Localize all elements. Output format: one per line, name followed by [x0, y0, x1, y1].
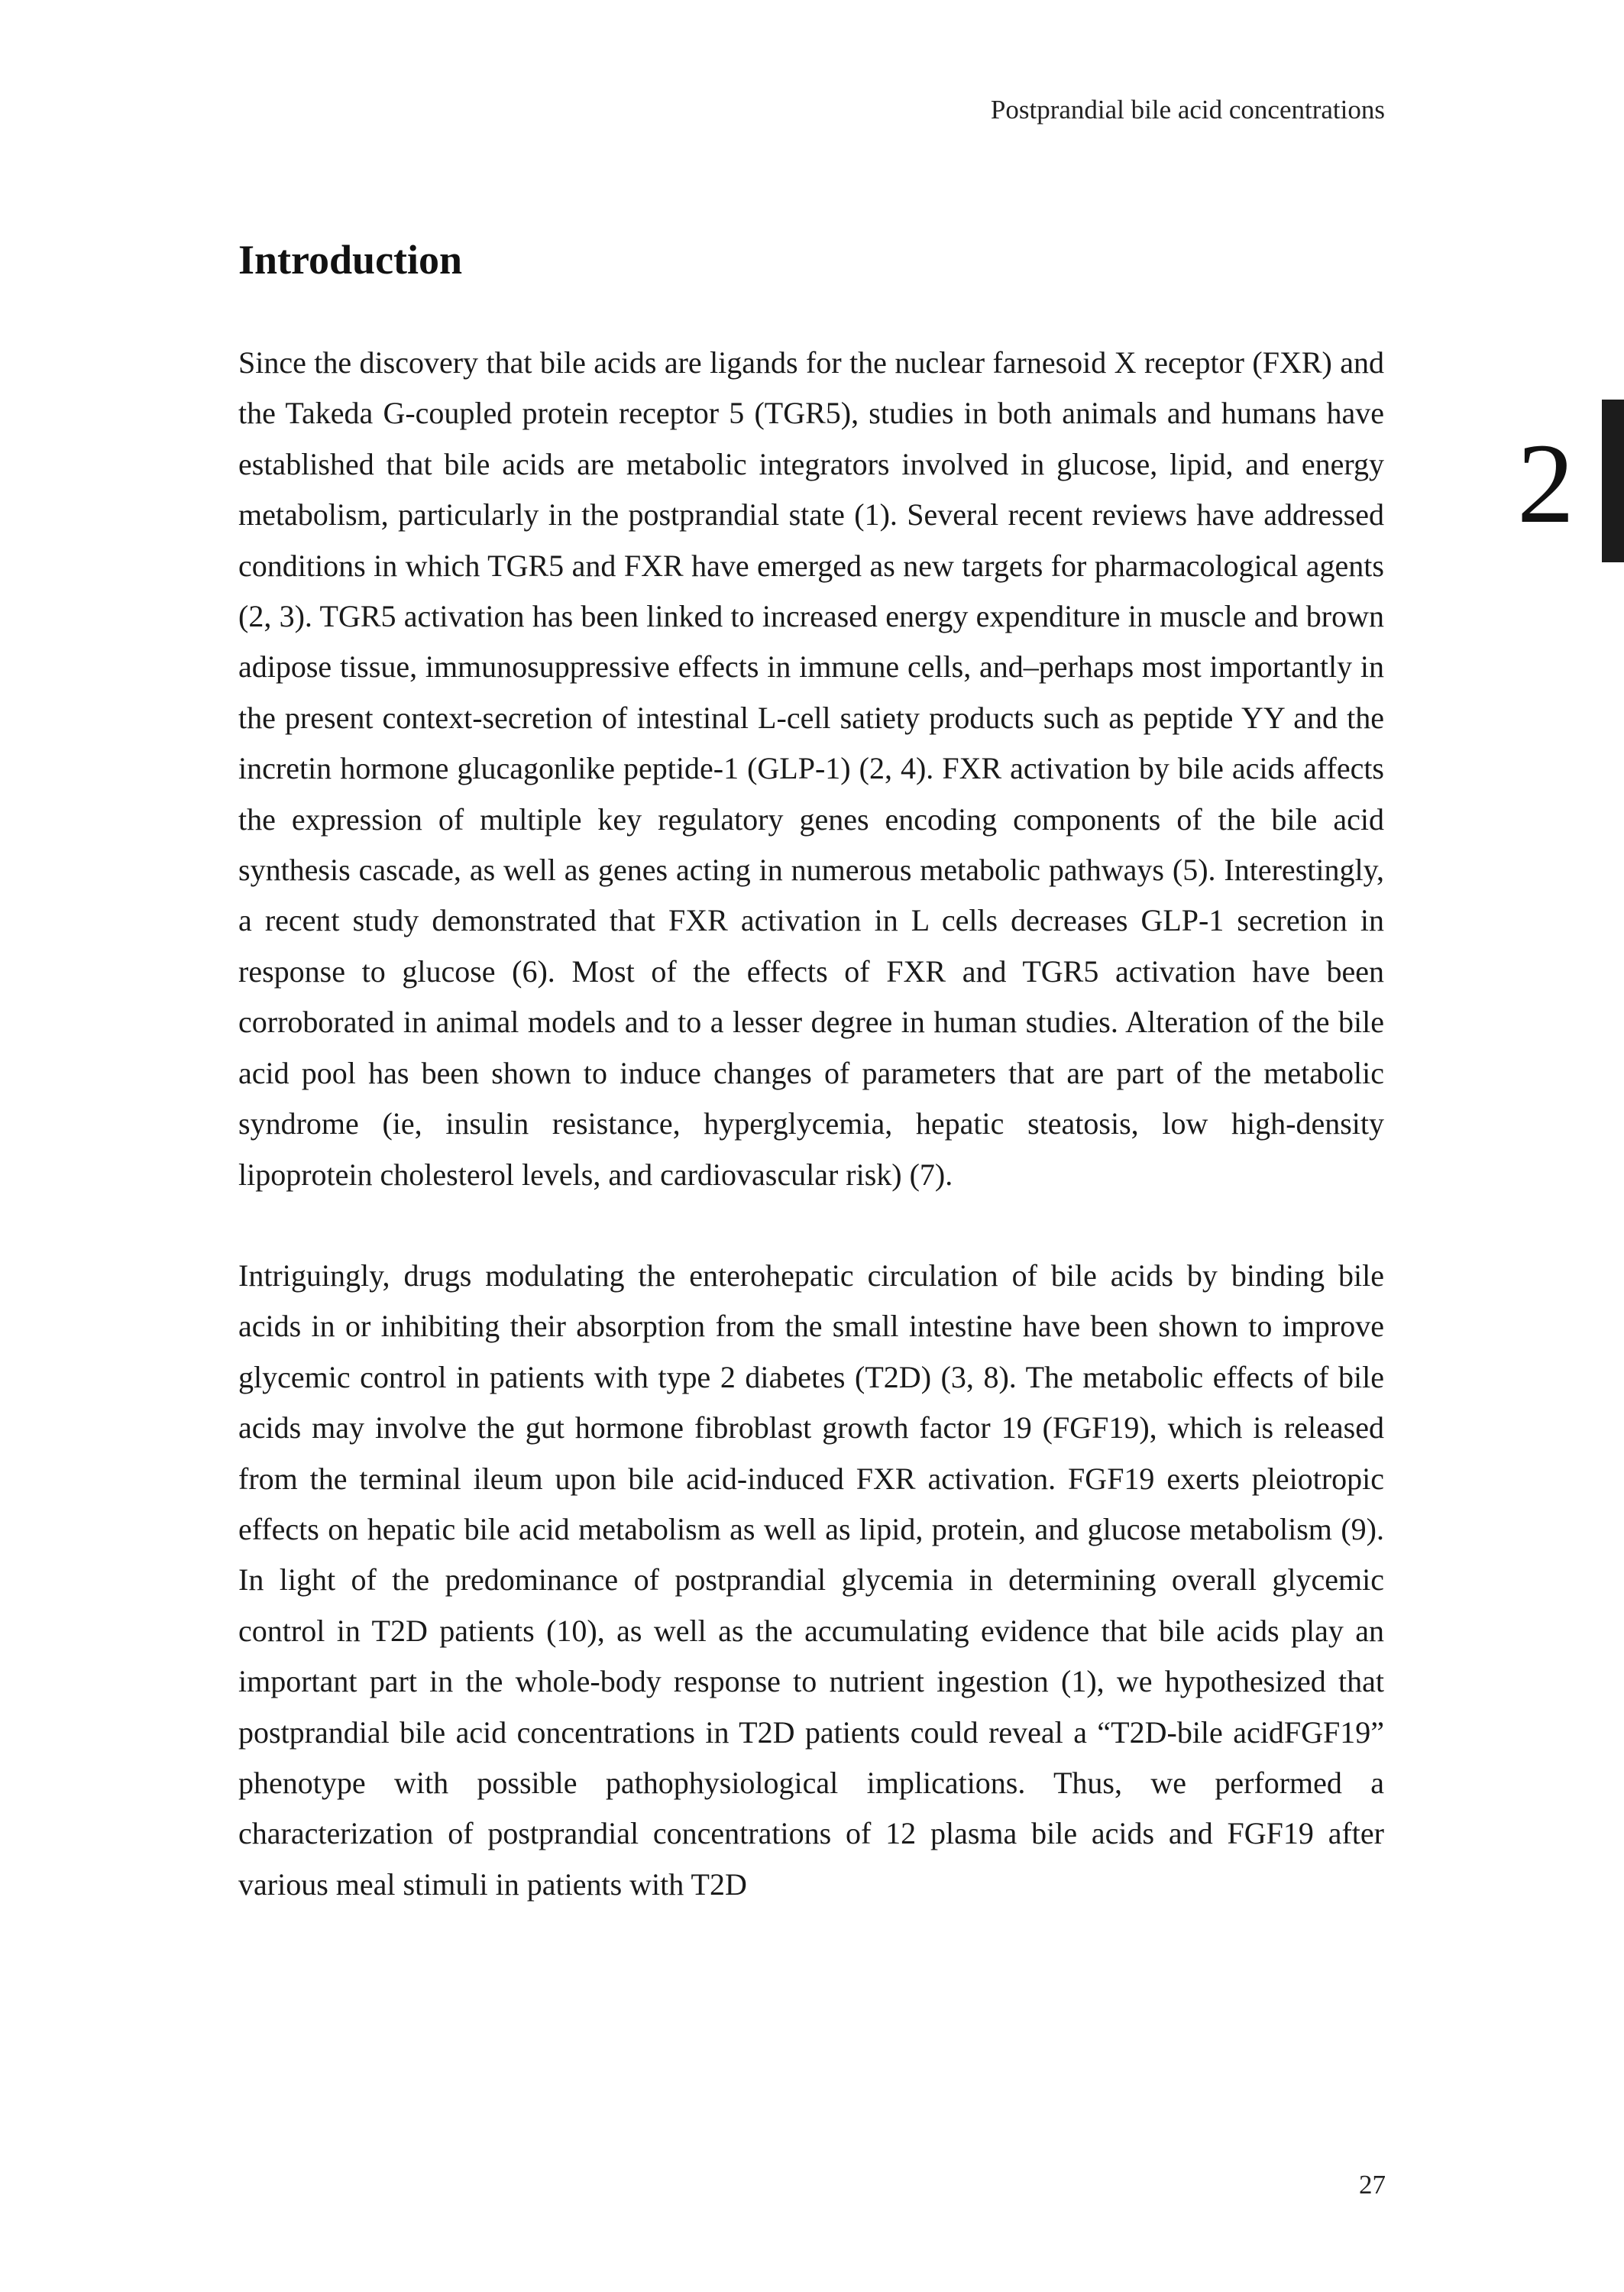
paragraph-2: Intriguingly, drugs modulating the enterohepatic circulation of bile acids by binding bile acids in or inhibiting their absorption from the small intestine have been shown to improve glycemic control in patients with type 2 diabetes (T2D) (3, 8). The metabolic effects of bile acids may involve the gut hormone fibroblast growth factor 19 (FGF19), which is released from the terminal ileum upon bile acid-induced FXR activation. FGF19 exerts pleiotropic effects on hepatic bile acid metabolism as well as lipid, protein, and glucose metabolism (9). In light of the predominance of postprandial glycemia in determining overall glycemic control in T2D patients (10), as well as the accumulating evidence that bile acids play an important part in the whole-body response to nutrient ingestion (1), we hypothesized that postprandial bile acid concentrations in T2D patients could reveal a “T2D-bile acidFGF19” phenotype with possible pathophysiological implications. Thus, we performed a characterization of postprandial concentrations of 12 plasma bile acids and FGF19 after various meal stimuli in patients with T2D	[238, 1258, 1384, 1902]
chapter-number: 2	[1517, 420, 1574, 547]
body-text	[238, 338, 1384, 1960]
chapter-thumb-tab	[1602, 400, 1624, 562]
page-number: 27	[1359, 2170, 1386, 2200]
section-heading: Introduction	[238, 237, 463, 283]
running-header: Postprandial bile acid concentrations	[990, 95, 1385, 125]
paragraph-1: Since the discovery that bile acids are ligands for the nuclear farnesoid X receptor (FXR) and the Takeda G-coupled protein receptor 5 (TGR5), studies in both animals and humans have established that bile acids are metabolic integrators involved in glucose, lipid, and energy metabolism, particularly in the postprandial state (1). Several recent reviews have addressed conditions in which TGR5 and FXR have emerged as new targets for pharmacological agents (2, 3). TGR5 activation has been linked to increased energy expenditure in muscle and brown adipose tissue, immunosuppressive effects in immune cells, and–perhaps most importantly in the present context-secretion of intestinal L-cell satiety products such as peptide YY and the incretin hormone glucagonlike peptide-1 (GLP-1) (2, 4). FXR activation by bile acids affects the expression of multiple key regulatory genes encoding components of the bile acid synthesis cascade, as well as genes acting in numerous metabolic pathways (5). Interestingly, a recent study demonstrated that FXR activation in L cells decreases GLP-1 secretion in response to glucose (6). Most of the effects of FXR and TGR5 activation have been corroborated in animal models and to a lesser degree in human studies. Alteration of the bile acid pool has been shown to induce changes of parameters that are part of the metabolic syndrome (ie, insulin resistance, hyperglycemia, hepatic steatosis, low high-density lipoprotein cholesterol levels, and cardiovascular risk) (7).	[238, 345, 1384, 1192]
